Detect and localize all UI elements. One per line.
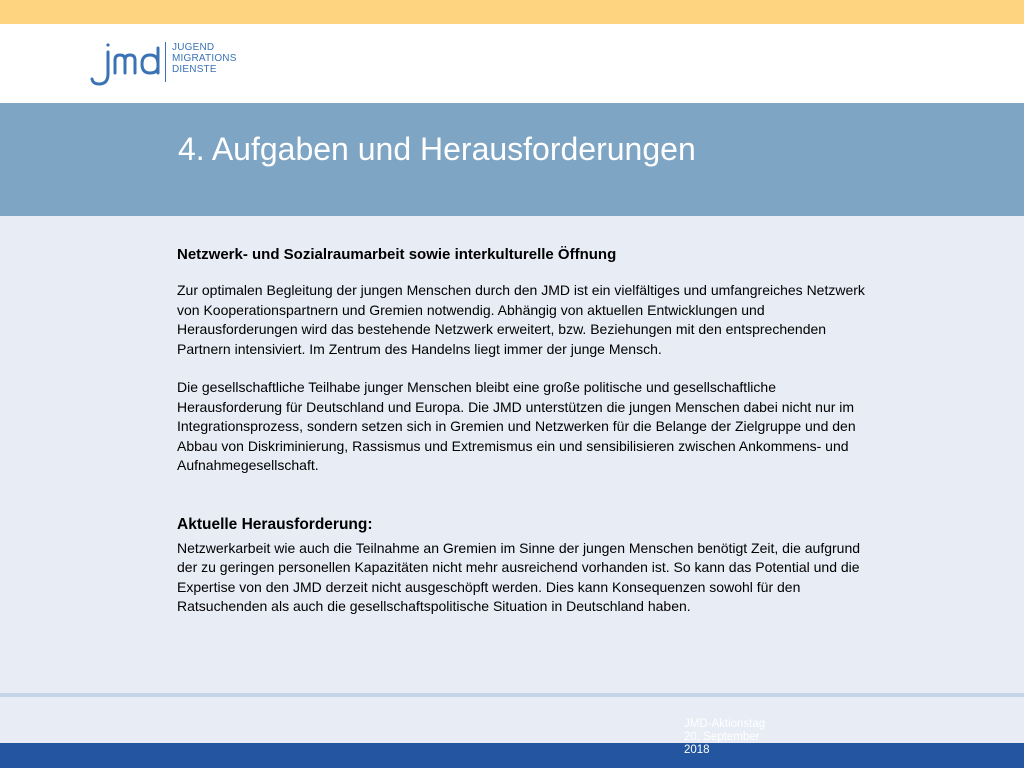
footer-event-label <box>684 718 784 757</box>
text-line: der zu geringen personellen Kapazitäten nicht mehr ausreichend vorhanden ist. So kann das Potential und die <box>177 559 860 575</box>
jmd-logo-mark-icon <box>88 40 168 90</box>
section-heading-challenge: Aktuelle Herausforderung: <box>177 515 373 533</box>
section-heading-network: Netzwerk- und Sozialraumarbeit sowie interkulturelle Öffnung <box>177 246 617 263</box>
footer-line: JMD-Aktionstag <box>684 718 766 730</box>
logo-word: JUGEND <box>172 42 215 53</box>
text-line: Aufnahmegesellschaft. <box>177 457 319 473</box>
footer-line: 20. September <box>684 731 760 743</box>
logo-divider <box>165 42 166 82</box>
title-band <box>0 103 1024 216</box>
top-accent-band <box>0 0 1024 24</box>
text-line: Ratsuchenden als auch die gesellschaftspolitische Situation in Deutschland haben. <box>177 598 691 614</box>
text-line: Zur optimalen Begleitung der jungen Menschen durch den JMD ist ein vielfältiges und umfangreiches Netzwerk <box>177 282 865 298</box>
logo-word: MIGRATIONS <box>172 53 237 64</box>
slide-title: 4. Aufgaben und Herausforderungen <box>178 131 696 167</box>
text-line: von Kooperationspartnern und Gremien notwendig. Abhängig von aktuellen Entwicklungen und <box>177 301 765 318</box>
bottom-band <box>0 743 1024 768</box>
logo-word: DIENSTE <box>172 64 217 75</box>
paragraph-network <box>177 281 977 359</box>
footer-line: 2018 <box>684 744 710 756</box>
text-line: Herausforderung für Deutschland und Europa. Die JMD unterstützen die jungen Menschen dabei nicht nur im <box>177 398 855 415</box>
text-line: Partnern intensiviert. Im Zentrum des Handelns liegt immer der junge Mensch. <box>177 340 662 357</box>
header <box>0 24 1024 103</box>
text-line: Herausforderungen wird das bestehende Netzwerk erweitert, bzw. Beziehungen mit den entsprechenden <box>177 321 827 337</box>
text-line: Die gesellschaftliche Teilhabe junger Menschen bleibt eine große politische und gesellschaftliche <box>177 379 776 395</box>
jmd-logo <box>88 40 248 90</box>
logo-text <box>172 42 237 75</box>
text-line: Integrationsprozess, sondern setzen sich in Gremien und Netzwerken für die Belange der Zielgruppe und den <box>177 418 856 434</box>
paragraph-challenge <box>177 539 977 617</box>
text-line: Abbau von Diskriminierung, Rassismus und Extremismus ein und sensibilisieren zwischen Ankommens- und <box>177 437 849 454</box>
slide-content <box>177 246 977 617</box>
text-line: Netzwerkarbeit wie auch die Teilnahme an Gremien im Sinne der jungen Menschen benötigt Zeit, die aufgrund <box>177 539 861 556</box>
text-line: Expertise von den JMD derzeit nicht ausgeschöpft werden. Dies kann Konsequenzen sowohl für den <box>177 578 801 595</box>
footer-divider <box>0 693 1024 697</box>
paragraph-participation <box>177 378 977 476</box>
